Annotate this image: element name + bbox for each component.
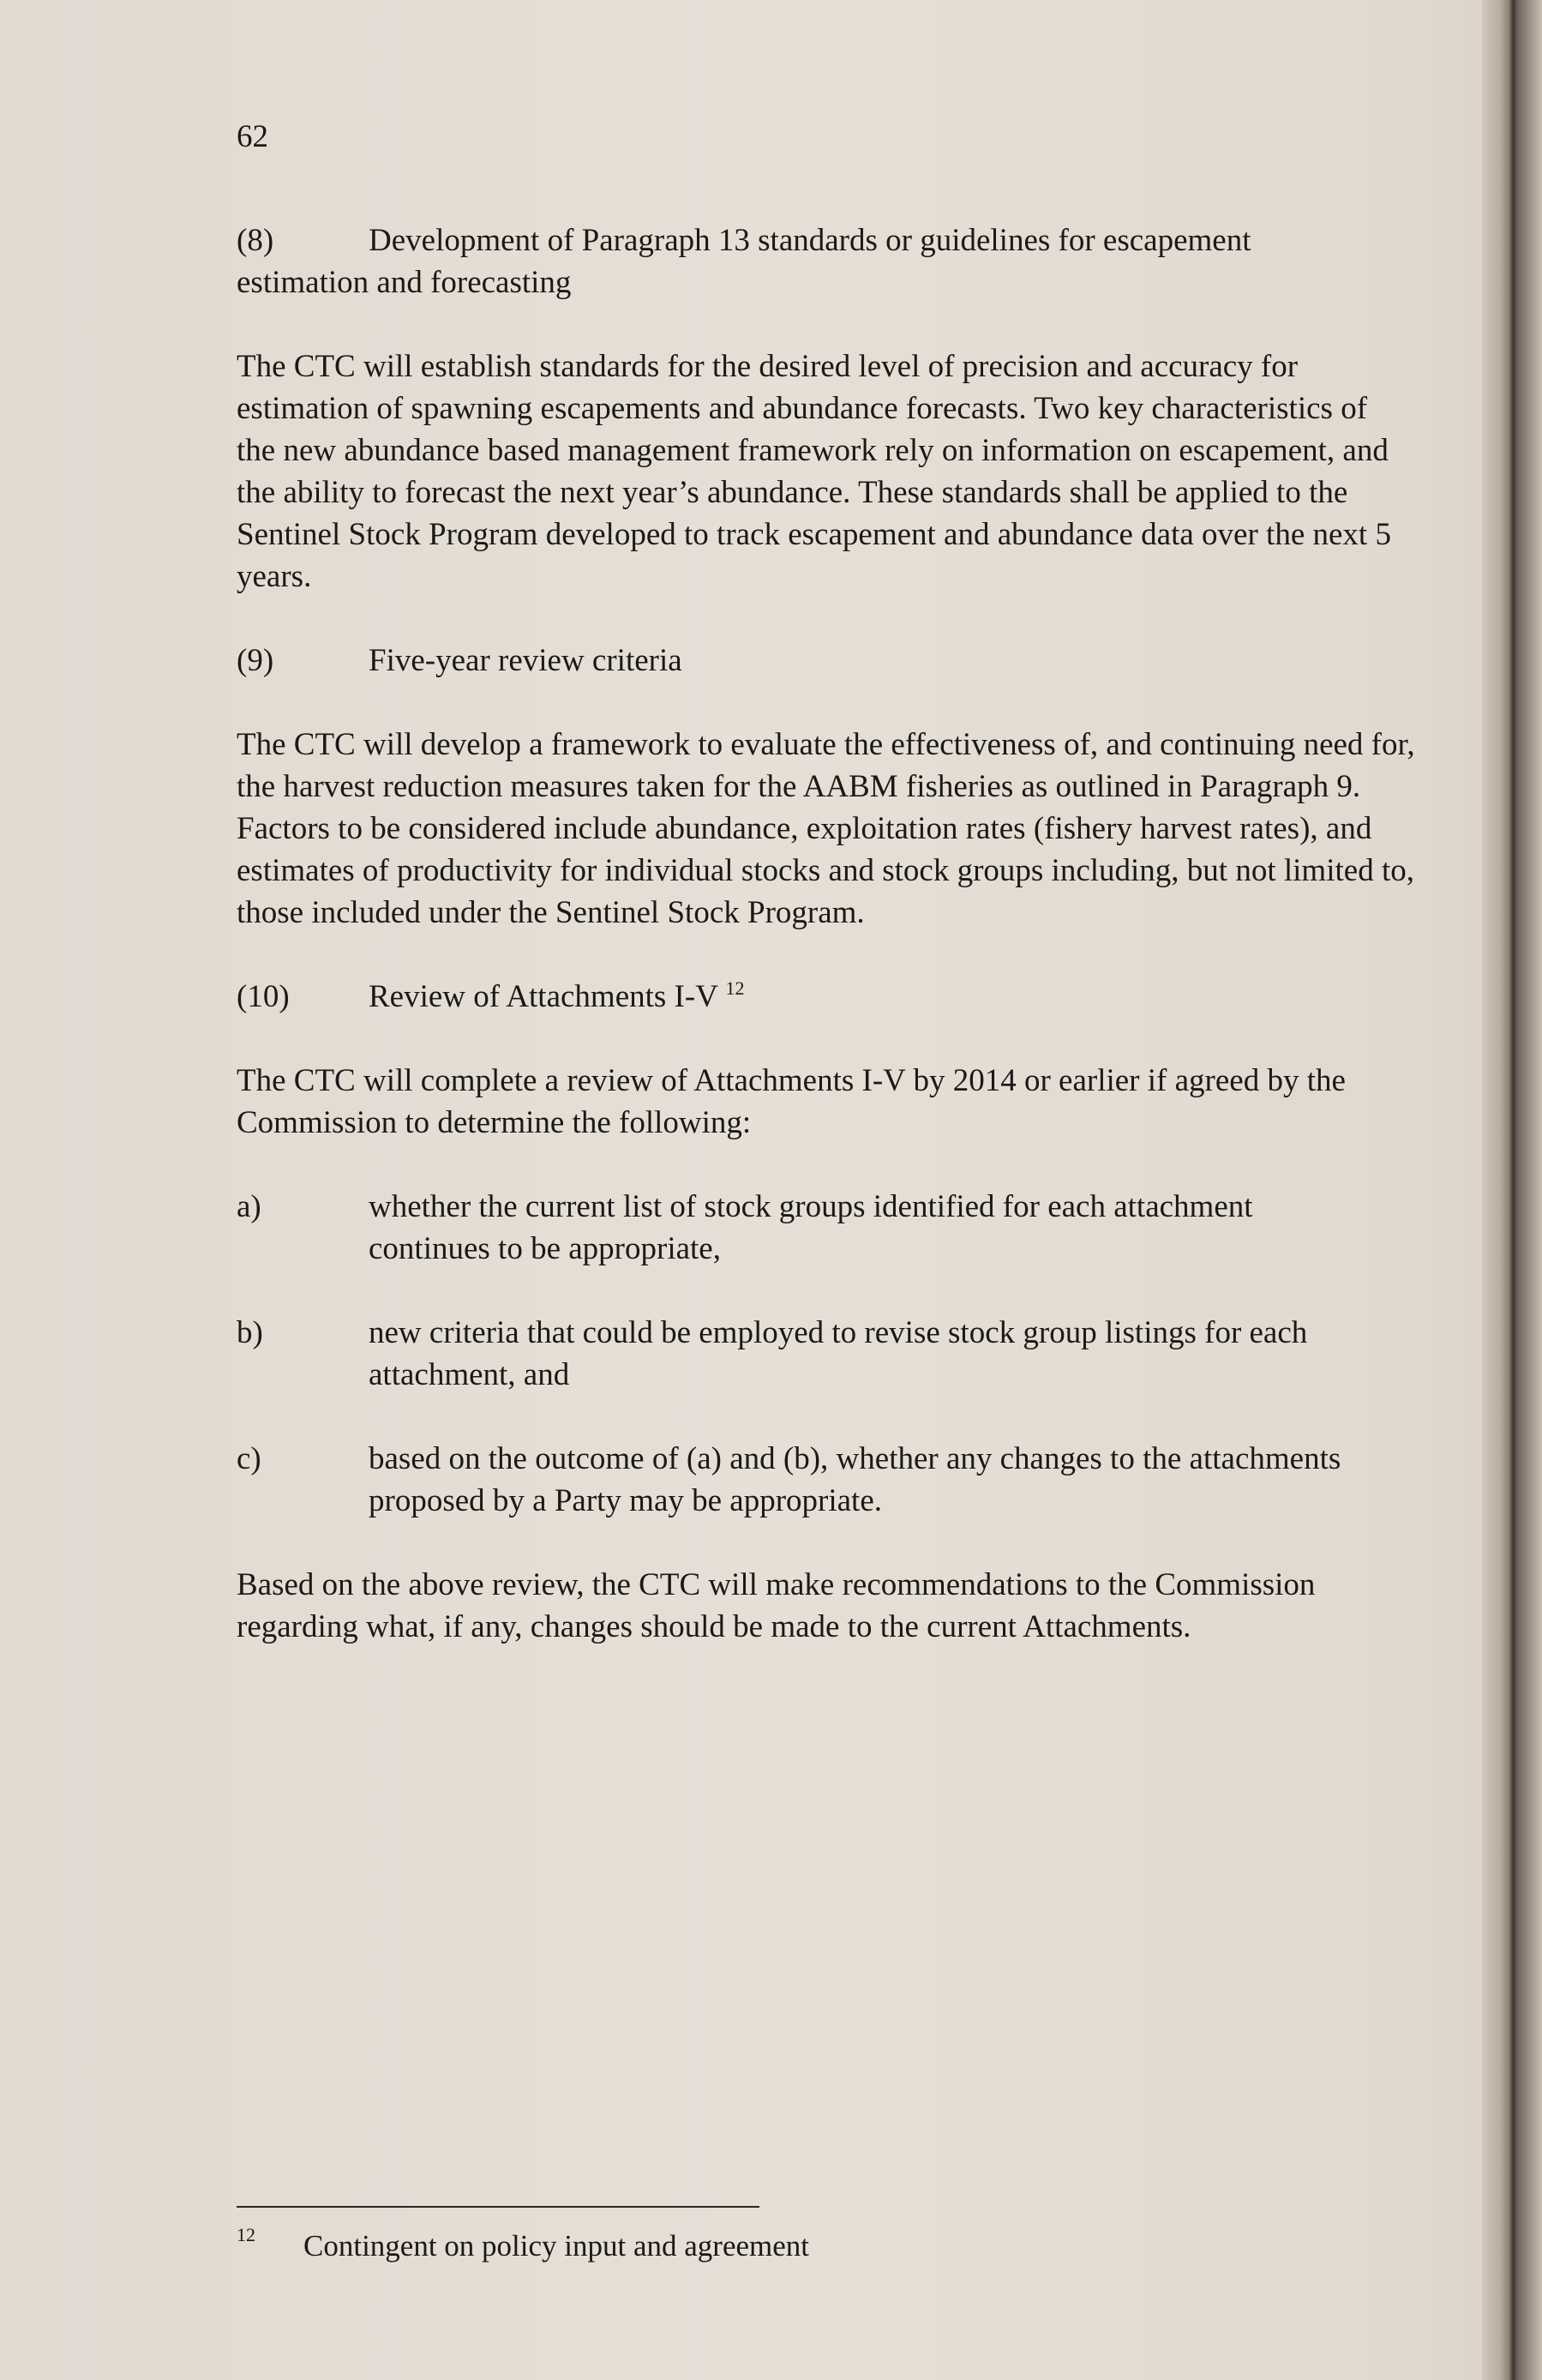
page-content [237, 219, 1419, 1648]
section-number: (10) [237, 979, 290, 1014]
section-title: Development of Paragraph 13 standards or guidelines for escapement [369, 223, 1251, 258]
list-item [237, 1312, 1419, 1396]
page-number: 62 [237, 119, 268, 154]
section-title-text: Review of Attachments I-V [369, 979, 718, 1014]
section-10-heading [237, 976, 1419, 1018]
list-item-label: c) [237, 1441, 261, 1476]
section-number: (8) [237, 223, 274, 258]
section-10-conclusion: Based on the above review, the CTC will make recommendations to the Commission regarding what, if any, changes should be made to the current Attachments. [237, 1567, 1316, 1644]
section-8-body: The CTC will establish standards for the desired level of precision and accuracy for estimation of spawning escapements and abundance forecasts. Two key characteristics of the new abundance based management framework rely on information on escapement, and the ability to forecast the next year’s abundance. These standards shall be applied to the Sentinel Stock Program developed to track escapement and abundance data over the next 5 years. [237, 349, 1391, 594]
footnote-divider [237, 2206, 759, 2208]
section-10-intro: The CTC will complete a review of Attachments I-V by 2014 or earlier if agreed by the Commission to determine the following: [237, 1063, 1346, 1140]
section-title-continuation: estimation and forecasting [237, 265, 572, 300]
footnote-reference: 12 [725, 977, 745, 999]
section-9-heading [237, 640, 1419, 682]
list-item [237, 1186, 1419, 1270]
list-item-text: whether the current list of stock groups identified for each attachment continues to be appropriate, [369, 1189, 1253, 1266]
list-item-text: based on the outcome of (a) and (b), whether any changes to the attachments proposed by a Party may be appropriate. [369, 1441, 1341, 1518]
list-item [237, 1438, 1419, 1522]
footnote-text: Contingent on policy input and agreement [303, 2229, 810, 2263]
footnote [237, 2224, 810, 2263]
list-item-text: new criteria that could be employed to revise stock group listings for each attachment, and [369, 1315, 1308, 1392]
section-number: (9) [237, 643, 274, 678]
list-item-label: b) [237, 1315, 263, 1350]
section-8-heading [237, 219, 1419, 261]
footnote-number: 12 [237, 2224, 255, 2245]
section-9-body: The CTC will develop a framework to evaluate the effectiveness of, and continuing need for, the harvest reduction measures taken for the AABM fisheries as outlined in Paragraph 9. Factors to be considered include abundance, exploitation rates (fishery harvest rates), and estimates of productivity for individual stocks and stock groups including, but not limited to, those included under the Sentinel Stock Program. [237, 727, 1415, 930]
section-title [369, 976, 1419, 1018]
list-item-label: a) [237, 1189, 261, 1224]
book-spine-edge [1482, 0, 1542, 2380]
section-title: Five-year review criteria [369, 643, 682, 678]
